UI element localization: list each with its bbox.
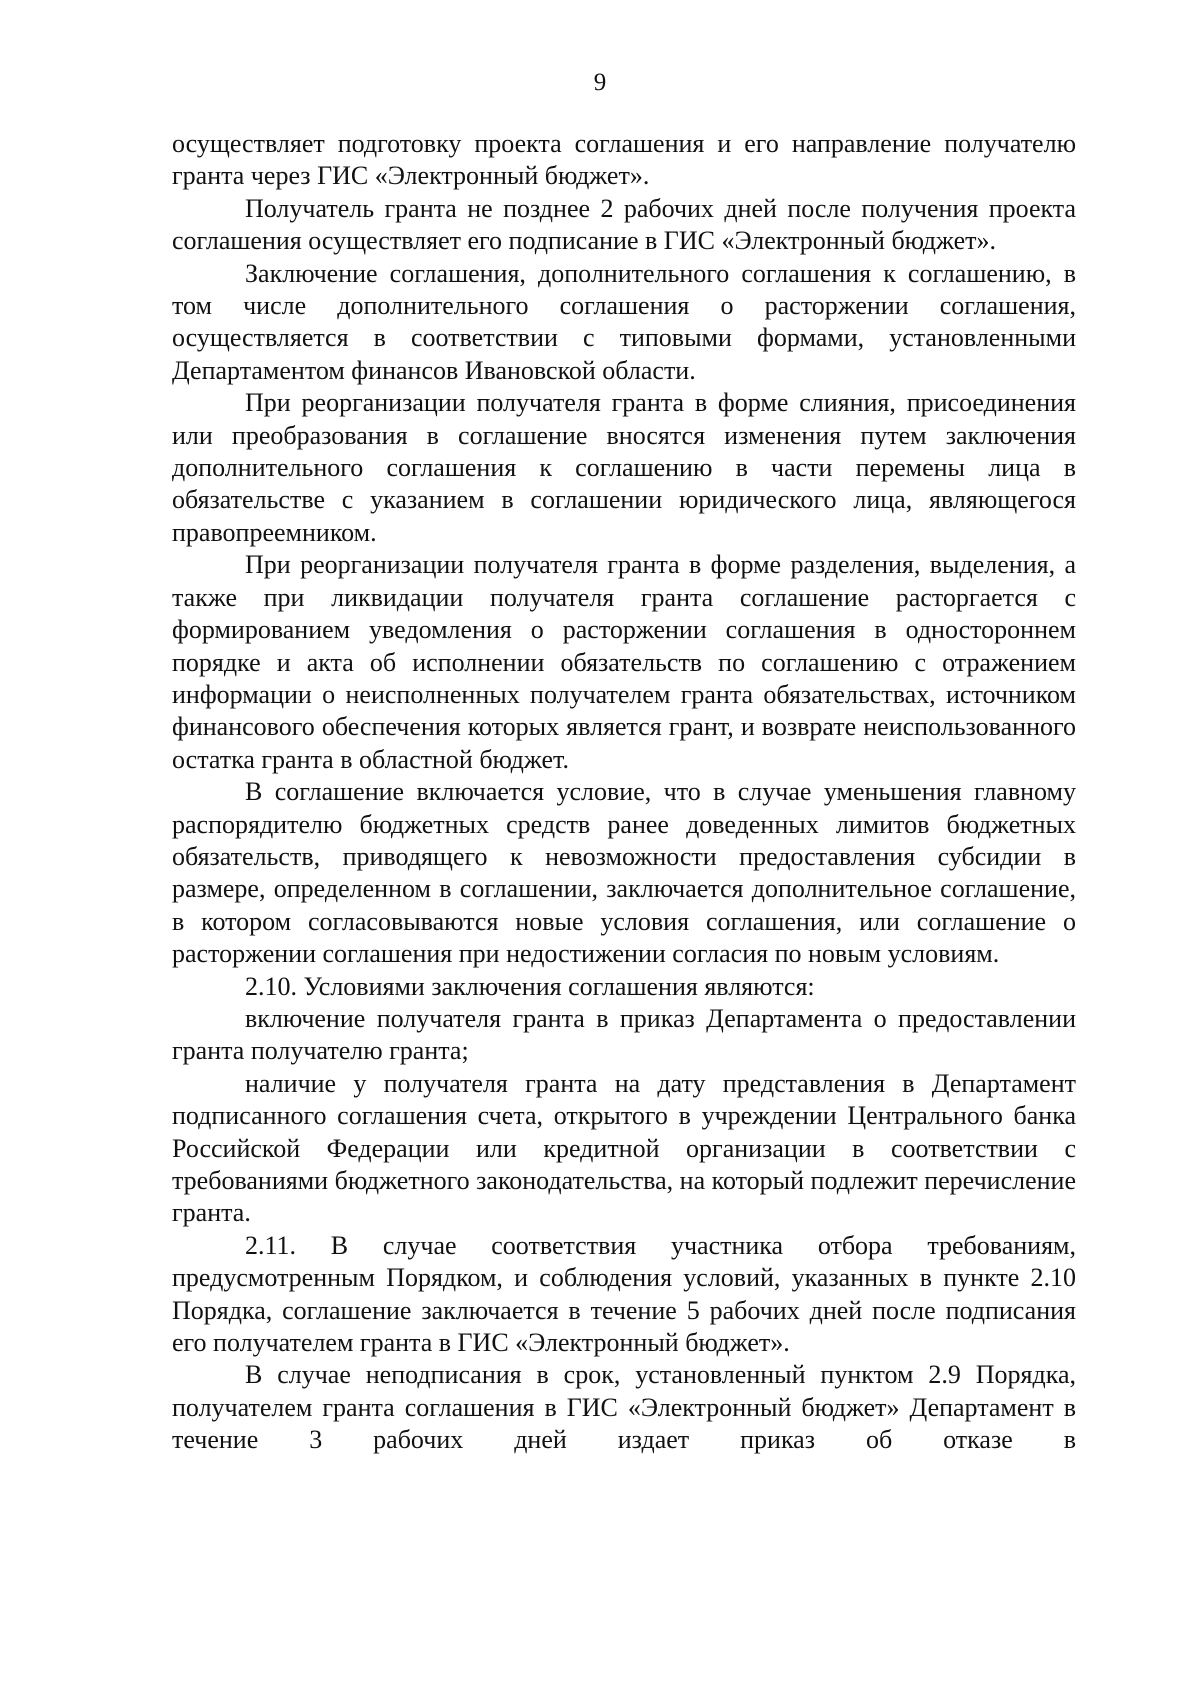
paragraph-section-2-10: 2.10. Условиями заключения соглашения являются: [245, 971, 815, 1001]
paragraph-reorganization-merger: При реорганизации получателя гранта в форме слияния, присоединения или преобразования в соглашение вносятся изменения путем заключения дополнительного соглашения к соглашению в части перемены лица в обязательстве с указанием в соглашении юридического лица, являющегося правопреемником. [172, 388, 1076, 547]
paragraph-standard-forms: Заключение соглашения, дополнительного соглашения к соглашению, в том числе дополнительного соглашения о расторжении соглашения, осуществляется в соответствии с типовыми формами, установленными Департаментом финансов Ивановской области. [172, 258, 1076, 385]
paragraph-signing-deadline: Получатель гранта не позднее 2 рабочих дней после получения проекта соглашения осуществляет его подписание в ГИС «Электронный бюджет». [172, 193, 1076, 256]
paragraph-condition-order: включение получателя гранта в приказ Департамента о предоставлении гранта получателю гранта; [172, 1003, 1076, 1066]
paragraph-condition-account: наличие у получателя гранта на дату представления в Департамент подписанного соглашения счета, открытого в учреждении Центрального банка Российской Федерации или кредитной организации в соответствии с требованиями бюджетного законодательства, на который подлежит перечисление гранта. [172, 1068, 1076, 1228]
page-number: 9 [593, 69, 607, 96]
paragraph-agreement-preparation: осуществляет подготовку проекта соглашения и его направление получателю гранта через ГИС «Электронный бюджет». [172, 129, 1076, 191]
paragraph-limits-reduction: В соглашение включается условие, что в случае уменьшения главному распорядителю бюджетных средств ранее доведенных лимитов бюджетных обязательств, приводящего к невозможности предоставления субсидии в размере, определенном в соглашении, заключается дополнительное соглашение, в котором согласовываются новые условия соглашения, или соглашение о расторжении соглашения при недостижении согласия по новым условиям. [172, 777, 1076, 969]
paragraph-non-signing: В случае неподписания в срок, установленный пунктом 2.9 Порядка, получателем гранта соглашения в ГИС «Электронный бюджет» Департамент в течение 3 рабочих дней издает приказ об отказе в [172, 1360, 1076, 1455]
paragraph-section-2-11: 2.11. В случае соответствия участника отбора требованиям, предусмотренным Порядком, и соблюдения условий, указанных в пункте 2.10 Порядка, соглашение заключается в течение 5 рабочих дней после подписания его получателем гранта в ГИС «Электронный бюджет». [172, 1230, 1076, 1358]
paragraph-reorganization-division: При реорганизации получателя гранта в форме разделения, выделения, а также при ликвидации получателя гранта соглашение расторгается с формированием уведомления о расторжении соглашения в одностороннем порядке и акта об исполнении обязательств по соглашению с отражением информации о неисполненных получателем гранта обязательствах, источником финансового обеспечения которых является грант, и возврате неиспользованного остатка гранта в областной бюджет. [172, 550, 1076, 774]
document-body [172, 128, 1076, 1457]
